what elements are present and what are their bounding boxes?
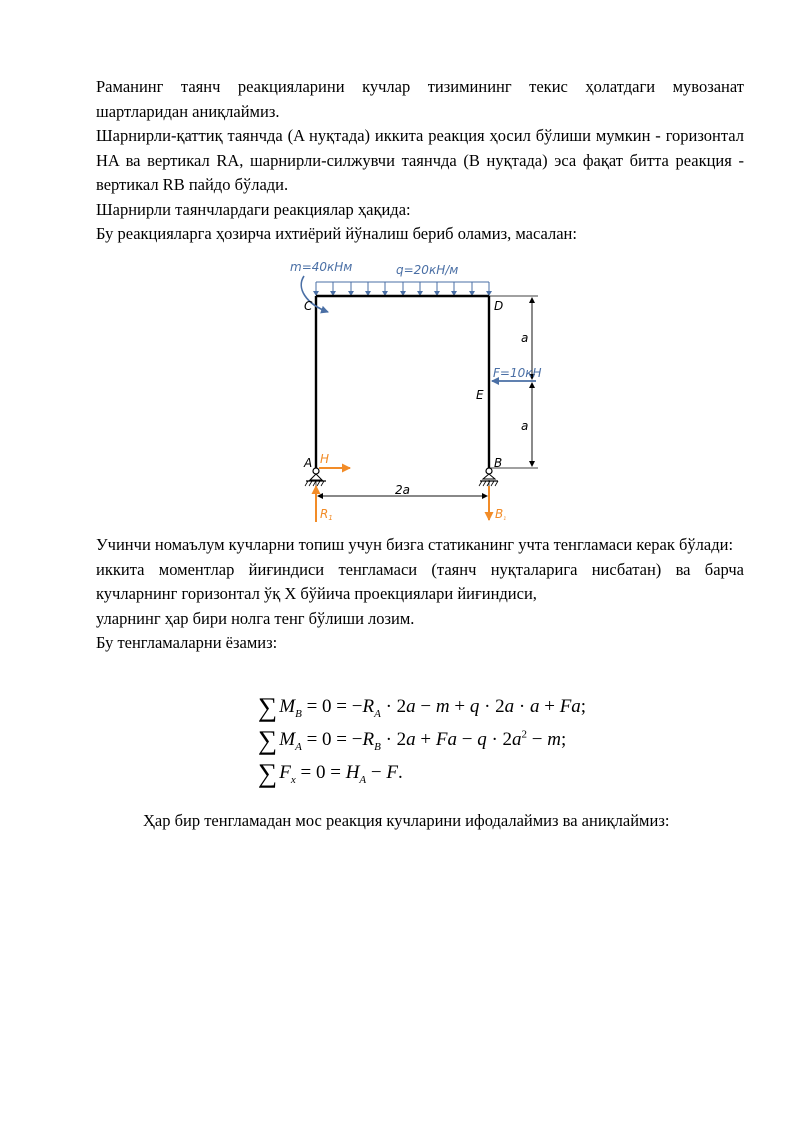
label-h: H — [320, 452, 330, 466]
distributed-load — [316, 282, 489, 295]
paragraph-2: Шарнирли-қаттиқ таянчда (A нуқтада) иккита реакция ҳосил бўлиши мумкин - горизонтал HA ва вертикал RA, шарнирли-силжувчи таянчда (B нуқтада) эса фақат битта реакция - вертикал RB пайдо бўлади. — [96, 126, 744, 194]
paragraph-5: Учинчи номаълум кучларни топиш учун бизга статиканинг учта тенгламаси керак бўлади: — [96, 535, 734, 554]
label-q: q=20кН/м — [396, 263, 459, 277]
equation-moment-a: ∑ $M_A = 0 = -R_B \cdot 2a + Fa - q \cdot 2a^2 - m$; — [258, 725, 567, 755]
equation-moment-b: ∑ $M_B = 0 = -R_A \cdot 2a - m + q \cdot 2a \cdot a + Fa$; — [258, 692, 587, 722]
equilibrium-equations — [258, 692, 618, 792]
label-dim-2a: 2a — [395, 483, 410, 497]
paragraph-3: Шарнирли таянчлардаги реакциялар ҳақида: — [96, 199, 411, 219]
intro-text — [96, 75, 744, 247]
paragraph-1: Раманинг таянч реакцияларини кучлар тизимининг текис ҳолатдаги мувозанат шартларидан аниқлаймиз. — [96, 77, 744, 121]
label-ra: R1 — [320, 507, 333, 522]
label-rb: B₁ — [495, 507, 507, 522]
paragraph-7: уларнинг ҳар бири нолга тенг бўлиши лозим. — [96, 608, 415, 628]
support-b — [479, 468, 498, 486]
label-dim-a-top: a — [521, 331, 529, 345]
frame — [316, 296, 489, 468]
support-a — [305, 468, 326, 486]
frame-diagram — [286, 254, 556, 526]
paragraph-4: Бу реакцияларга ҳозирча ихтиёрий йўналиш бериб оламиз, масалан: — [96, 224, 577, 243]
label-a-point: A — [304, 456, 313, 470]
dimension-lines — [316, 296, 538, 500]
conclusion-text — [96, 803, 744, 838]
label-e: E — [476, 388, 484, 402]
label-d: D — [494, 299, 504, 313]
label-f: F=10кН — [493, 366, 542, 380]
label-m: m=40кНм — [290, 260, 353, 274]
label-c: C — [304, 299, 313, 313]
equations-intro-text — [96, 533, 744, 656]
label-dim-a-bottom: a — [521, 419, 529, 433]
paragraph-9: Ҳар бир тенгламадан мос реакция кучларини ифодалаймиз ва аниқлаймиз: — [143, 811, 670, 830]
equation-force-x: ∑ $F_x = 0 = H_A - F$. — [258, 758, 403, 788]
paragraph-8: Бу тенгламаларни ёзамиз: — [96, 633, 278, 652]
label-b-point: B — [494, 456, 503, 470]
paragraph-6: иккита моментлар йиғиндиси тенгламаси (таянч нуқталарига нисбатан) ва барча кучларнинг горизонтал ўқ X бўйича проекциялари йиғиндиси, — [96, 559, 744, 603]
